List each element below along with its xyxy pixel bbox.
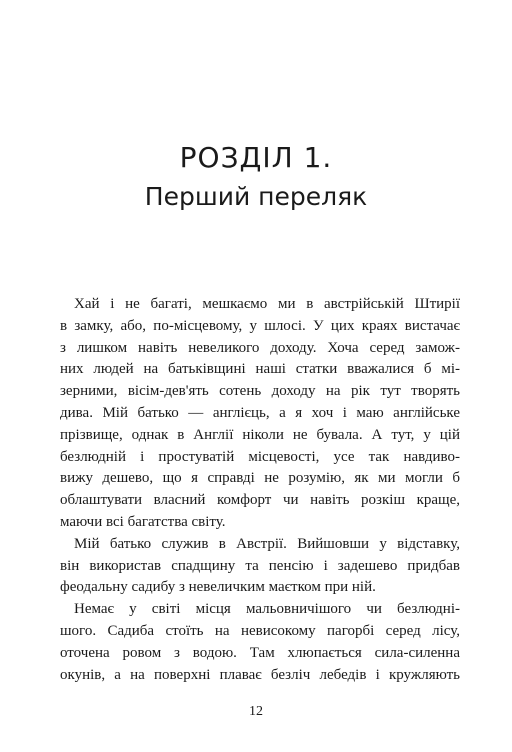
text-line: окунів, а на поверхні плаває безліч лебедів і кружляють [60, 666, 460, 683]
chapter-number: РОЗДІЛ 1. [179, 141, 333, 174]
text-line: оточена ровом з водою. Там хлюпається сила-силенна [60, 644, 460, 661]
text-line: прізвище, однак в Англії ніколи не бувала. А тут, у цій [60, 426, 460, 443]
text-line: Немає у світі місця мальовничішого чи безлюдні- [74, 601, 460, 618]
body-text [60, 294, 460, 686]
text-line: безлюдній і простуватій місцевості, усе так навдиво- [60, 448, 460, 465]
chapter-title: Перший переляк [144, 182, 368, 211]
text-line: дива. Мій батько — англієць, а я хоч і маю англійське [60, 404, 460, 421]
text-line: облаштувати власний комфорт чи навіть розкіш краще, [60, 492, 460, 509]
page-number: 12 [249, 704, 263, 719]
text-line: шого. Садиба стоїть на невисокому пагорбі серед лісу, [60, 622, 460, 639]
text-line: вижу дешево, що я справді не розумію, як ми могли б [60, 470, 460, 487]
text-line: в замку, або, по-місцевому, у шлосі. У цих краях вистачає [60, 317, 460, 334]
text-line: них людей на батьківщині наші статки вважалися б мі- [60, 361, 460, 378]
text-line: феодальну садибу з невеличким маєтком при ній. [60, 579, 376, 596]
text-line: він використав спадщину та пенсію і задешево придбав [60, 557, 460, 574]
text-line: маючи всі багатства світу. [60, 513, 226, 530]
text-line: Хай і не багаті, мешкаємо ми в австрійській Штирії [74, 296, 460, 312]
text-line: Мій батько служив в Австрії. Вийшовши у відставку, [74, 535, 460, 552]
text-line: зерними, вісім-дев'ять сотень доходу на рік тут творять [60, 383, 460, 400]
text-line: з лишком навіть невеликого доходу. Хоча серед замож- [60, 339, 460, 356]
